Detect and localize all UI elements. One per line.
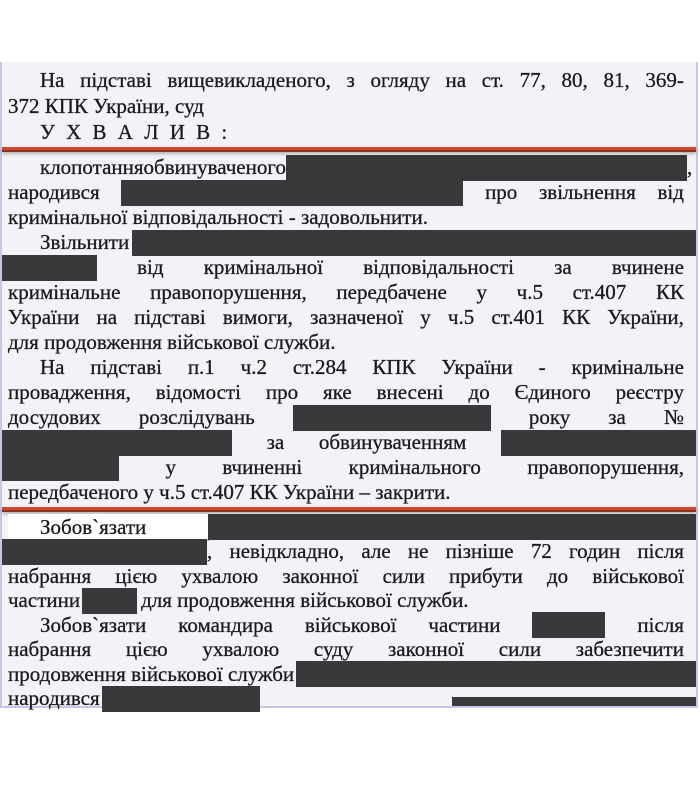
document-line — [2, 93, 696, 119]
document-line — [2, 515, 696, 540]
text-run: до — [546, 563, 569, 588]
text-run: обвинуваченням — [318, 430, 467, 454]
text-run: за — [608, 405, 626, 429]
document-section — [2, 515, 696, 711]
text-run: частини — [428, 612, 501, 637]
redaction-box — [2, 455, 119, 481]
document-line — [2, 662, 696, 687]
text-run: , — [207, 539, 213, 564]
redaction-box — [296, 661, 696, 687]
text-run: законної — [388, 637, 465, 662]
text-run: року — [528, 405, 571, 429]
text-run: для продовження військової служби. — [141, 588, 469, 613]
text-run: ст.284 — [292, 355, 347, 379]
text-run: вищевикладеного, — [167, 67, 331, 92]
document-line — [2, 480, 696, 505]
redaction-box — [501, 430, 696, 456]
text-run: підставі — [134, 305, 206, 329]
text-run: набрання — [8, 563, 92, 588]
text-run: підставі — [90, 355, 162, 379]
text-run: у — [165, 455, 176, 479]
document-line — [2, 455, 696, 480]
text-run: клопотання — [40, 155, 144, 179]
text-run: набрання — [8, 637, 92, 662]
text-run: 372 КПК України, суд — [8, 93, 204, 118]
document-line — [2, 280, 696, 305]
text-run: Зобов`язати — [40, 612, 147, 637]
text-run: Звільнити — [40, 230, 130, 254]
text-run: розслідувань — [138, 405, 255, 429]
text-run: народився — [8, 686, 100, 711]
text-run: але — [361, 539, 391, 564]
text-run: 77, — [519, 67, 546, 92]
text-run: вчиненні — [222, 455, 303, 479]
document-line — [2, 430, 696, 455]
redaction-box — [286, 155, 687, 181]
text-run: ст. — [481, 67, 504, 92]
text-run: ч.5 — [447, 305, 475, 329]
text-run: ч.2 — [240, 355, 267, 379]
text-run: не — [407, 539, 429, 564]
text-run: зазначеної — [310, 305, 404, 329]
text-run: у — [476, 280, 487, 304]
text-run: досудових — [8, 405, 101, 429]
document-line — [2, 638, 696, 663]
document-line — [2, 380, 696, 405]
text-run: , — [686, 155, 693, 179]
redaction-box — [2, 255, 97, 281]
text-run: продовження військової служби — [8, 661, 295, 686]
text-run: цією — [115, 563, 158, 588]
text-run: обвинуваченого — [143, 155, 286, 179]
redaction-box — [82, 588, 137, 614]
text-run: ст.407 — [572, 280, 627, 304]
document-line — [2, 589, 696, 614]
text-run: огляду — [370, 67, 430, 92]
text-run: забезпечити — [575, 637, 684, 662]
redaction-with-suffix — [286, 155, 692, 181]
document-line — [2, 230, 696, 255]
text-run: ухвалою — [202, 637, 280, 662]
text-run: яке — [323, 380, 352, 404]
text-run: невідкладно, — [229, 539, 345, 564]
text-run: правопорушення, — [527, 455, 684, 479]
redaction-box — [132, 230, 696, 256]
text-run: ухвалою — [181, 563, 259, 588]
text-run: народився — [8, 180, 100, 204]
text-run: на — [96, 305, 118, 329]
text-run: КК — [655, 280, 684, 304]
text-run: про — [265, 380, 299, 404]
text-run: реєстру — [615, 380, 684, 404]
text-run: від — [657, 180, 684, 204]
text-run: звільнення — [539, 180, 636, 204]
document-line — [2, 119, 696, 145]
document-line — [2, 180, 696, 205]
text-run: пізніше — [445, 539, 514, 564]
document-line — [2, 564, 696, 589]
document-line — [2, 330, 696, 355]
text-run: сили — [498, 637, 542, 662]
redacted-white-label: Зобов`язати — [8, 514, 208, 540]
text-run: кримінальне — [8, 280, 121, 304]
text-run: військової — [592, 563, 684, 588]
text-run: з — [346, 67, 355, 92]
text-run: годин — [569, 539, 621, 564]
red-rule — [2, 507, 696, 512]
document-line — [2, 67, 696, 93]
text-run: у — [420, 305, 431, 329]
red-rule — [2, 147, 696, 152]
text-run: У Х В А Л И В : — [40, 119, 231, 144]
redaction-box — [102, 686, 260, 712]
text-run: кримінальної відповідальності - задовольнити. — [8, 205, 428, 229]
text-run: кримінальної — [203, 255, 324, 279]
text-run: за — [266, 430, 285, 454]
partial-redaction-bar — [452, 697, 696, 706]
document-line — [2, 155, 696, 180]
document-line — [2, 355, 696, 380]
document-line — [2, 613, 696, 638]
document-section — [2, 67, 696, 145]
text-run: передбаченого у ч.5 ст.407 КК України – закрити. — [8, 480, 451, 504]
text-run: На — [40, 67, 65, 92]
text-run: правопорушення, — [150, 280, 307, 304]
text-run: частини — [8, 588, 81, 613]
text-run: 72 — [530, 539, 552, 564]
text-run: цією — [125, 637, 168, 662]
redaction-with-suffix — [2, 539, 212, 565]
redaction-box — [2, 539, 207, 565]
text-run: про — [485, 180, 518, 204]
text-run: України — [8, 305, 80, 329]
document-line — [2, 305, 696, 330]
document-line — [2, 255, 696, 280]
text-run: На — [40, 355, 65, 379]
text-run: 369- — [645, 67, 684, 92]
text-run: суду — [313, 637, 354, 662]
redaction-box — [208, 514, 696, 540]
text-run: кримінальне — [571, 355, 684, 379]
text-run: вчинене — [611, 255, 684, 279]
text-run: п.1 — [187, 355, 215, 379]
text-run: ч.5 — [516, 280, 543, 304]
text-run: 81, — [603, 67, 630, 92]
text-run: вимоги, — [222, 305, 293, 329]
text-run: КК — [562, 305, 591, 329]
text-run: сили — [382, 563, 425, 588]
text-run: ст.401 — [491, 305, 546, 329]
text-run: після — [637, 612, 684, 637]
text-run: прибути — [449, 563, 523, 588]
text-run: Єдиного — [514, 380, 591, 404]
text-run: передбачене — [336, 280, 447, 304]
text-run: України — [441, 355, 513, 379]
text-run: законної — [282, 563, 359, 588]
redaction-box — [2, 430, 232, 456]
text-run: провадження, — [8, 380, 131, 404]
document-body — [2, 67, 696, 711]
text-run: для продовження військової служби. — [8, 330, 336, 354]
redaction-box — [532, 612, 605, 638]
text-run: відомості — [155, 380, 241, 404]
text-run: № — [663, 405, 684, 429]
text-run: військової — [304, 612, 397, 637]
document-line — [2, 540, 696, 565]
text-run: відповідальності — [363, 255, 515, 279]
redaction-box — [121, 180, 463, 206]
text-run: України, — [607, 305, 684, 329]
text-run: - — [538, 355, 546, 379]
redaction-box — [293, 405, 491, 431]
document-line — [2, 205, 696, 230]
text-run: на — [445, 67, 467, 92]
text-run: внесені — [376, 380, 444, 404]
text-run: підставі — [80, 67, 152, 92]
text-run: від — [137, 255, 164, 279]
text-run: після — [637, 539, 684, 564]
text-run: кримінального — [348, 455, 481, 479]
text-run: 80, — [561, 67, 588, 92]
text-run: командира — [178, 612, 273, 637]
document-line — [2, 405, 696, 430]
text-run: до — [468, 380, 490, 404]
text-run: КПК — [372, 355, 416, 379]
document-page — [0, 62, 698, 711]
document-section — [2, 155, 696, 505]
text-run: за — [554, 255, 572, 279]
